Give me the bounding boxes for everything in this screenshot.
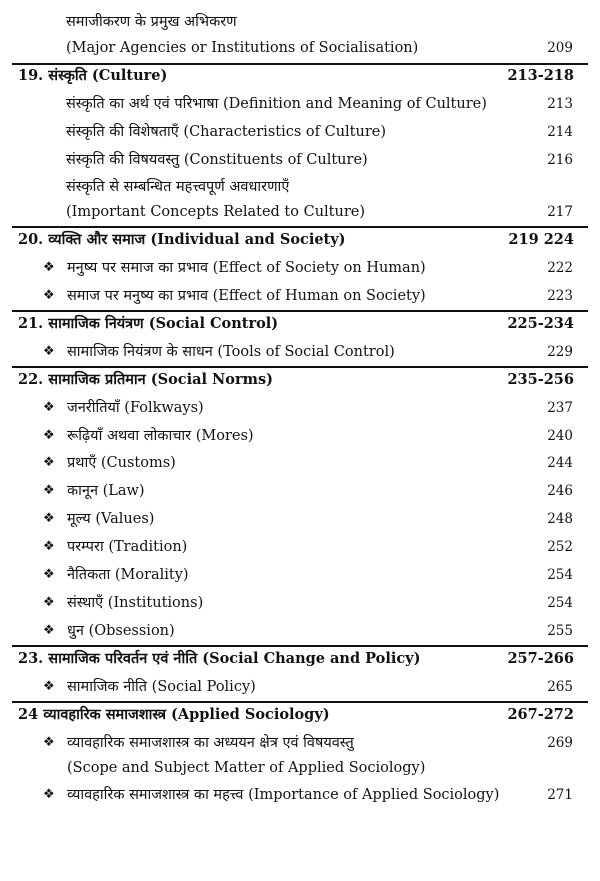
entry-title: (Scope and Subject Matter of Applied Sociology) (67, 760, 426, 776)
toc-entry (0, 284, 600, 308)
bullet-icon: ❖ (43, 483, 55, 498)
entry-page: 216 (547, 152, 573, 168)
bullet-icon: ❖ (43, 623, 55, 638)
chapter-title: 22. सामाजिक प्रतिमान (Social Norms) (18, 371, 273, 388)
bullet-icon: ❖ (43, 288, 55, 303)
toc-entry (0, 451, 600, 475)
entry-page: 222 (547, 260, 573, 276)
chapter-title: 19. संस्कृति (Culture) (18, 67, 168, 84)
entry-page: 217 (547, 204, 573, 220)
entry-page: 209 (547, 40, 573, 56)
entry-title: समाज पर मनुष्य का प्रभाव (Effect of Human on Society) (67, 288, 426, 304)
entry-page: 214 (547, 124, 573, 140)
chapter-heading (0, 312, 600, 336)
toc-entry (0, 424, 600, 448)
entry-title: सामाजिक नियंत्रण के साधन (Tools of Social Control) (67, 344, 395, 360)
toc-entry (0, 36, 600, 60)
entry-title: कानून (Law) (67, 483, 145, 499)
toc-entry (0, 256, 600, 280)
bullet-icon: ❖ (43, 735, 55, 750)
entry-title: संस्कृति का अर्थ एवं परिभाषा (Definition and Meaning of Culture) (66, 96, 487, 112)
entry-title: संस्कृति की विषयवस्तु (Constituents of Culture) (66, 152, 368, 168)
entry-title: परम्परा (Tradition) (67, 539, 188, 555)
bullet-icon: ❖ (43, 511, 55, 526)
entry-page: 246 (547, 483, 573, 499)
entry-page: 252 (547, 539, 573, 555)
bullet-icon: ❖ (43, 567, 55, 582)
entry-title: नैतिकता (Morality) (67, 567, 189, 583)
chapter-page-range: 267-272 (507, 706, 574, 723)
toc-entry (0, 148, 600, 172)
entry-title: धुन (Obsession) (67, 623, 175, 639)
entry-page: 269 (547, 735, 573, 751)
bullet-icon: ❖ (43, 344, 55, 359)
bullet-icon: ❖ (43, 400, 55, 415)
toc-entry (0, 10, 600, 34)
toc-entry (0, 591, 600, 615)
toc-entry (0, 783, 600, 807)
entry-page: 248 (547, 511, 573, 527)
bullet-icon: ❖ (43, 595, 55, 610)
toc-entry (0, 340, 600, 364)
chapter-page-range: 219 224 (508, 231, 574, 248)
toc-entry (0, 535, 600, 559)
chapter-heading (0, 647, 600, 671)
entry-title: (Important Concepts Related to Culture) (66, 204, 365, 220)
entry-title: रूढ़ियाँ अथवा लोकाचार (Mores) (67, 428, 254, 444)
chapter-page-range: 225-234 (507, 315, 574, 332)
chapter-title: 21. सामाजिक नियंत्रण (Social Control) (18, 315, 279, 332)
chapter-title: 20. व्यक्ति और समाज (Individual and Society) (18, 231, 346, 248)
toc-entry (0, 396, 600, 420)
bullet-icon: ❖ (43, 787, 55, 802)
entry-page: 213 (547, 96, 573, 112)
chapter-title: 24 व्यावहारिक समाजशास्त्र (Applied Sociology) (18, 706, 330, 723)
entry-page: 229 (547, 344, 573, 360)
toc-entry (0, 507, 600, 531)
entry-page: 265 (547, 679, 573, 695)
entry-page: 254 (547, 567, 573, 583)
toc-entry (0, 92, 600, 116)
toc-entry (0, 675, 600, 699)
chapter-heading (0, 228, 600, 252)
entry-page: 271 (547, 787, 573, 803)
entry-title: प्रथाएँ (Customs) (67, 455, 176, 471)
bullet-icon: ❖ (43, 679, 55, 694)
entry-page: 254 (547, 595, 573, 611)
chapter-page-range: 213-218 (507, 67, 574, 84)
entry-title: सामाजिक नीति (Social Policy) (67, 679, 256, 695)
entry-title: समाजीकरण के प्रमुख अभिकरण (66, 14, 237, 30)
entry-title: जनरीतियाँ (Folkways) (67, 400, 204, 416)
bullet-icon: ❖ (43, 428, 55, 443)
entry-title: व्यावहारिक समाजशास्त्र का अध्ययन क्षेत्र एवं विषयवस्तु (67, 735, 354, 751)
bullet-icon: ❖ (43, 260, 55, 275)
entry-title: संस्कृति की विशेषताएँ (Characteristics of Culture) (66, 124, 387, 140)
entry-title: संस्कृति से सम्बन्धित महत्त्वपूर्ण अवधारणाएँ (66, 179, 290, 195)
toc-entry (0, 175, 600, 199)
entry-page: 237 (547, 400, 573, 416)
entry-page: 255 (547, 623, 573, 639)
entry-page: 240 (547, 428, 573, 444)
chapter-heading (0, 703, 600, 727)
bullet-icon: ❖ (43, 455, 55, 470)
chapter-page-range: 235-256 (507, 371, 574, 388)
chapter-title: 23. सामाजिक परिवर्तन एवं नीति (Social Change and Policy) (18, 650, 421, 667)
entry-title: संस्थाएँ (Institutions) (67, 595, 204, 611)
toc-entry (0, 731, 600, 755)
chapter-heading (0, 64, 600, 88)
toc-entry (0, 563, 600, 587)
toc-entry (0, 479, 600, 503)
entry-title: मूल्य (Values) (67, 511, 155, 527)
chapter-heading (0, 368, 600, 392)
toc-entry (0, 619, 600, 643)
entry-title: (Major Agencies or Institutions of Socialisation) (66, 40, 419, 56)
bullet-icon: ❖ (43, 539, 55, 554)
entry-page: 223 (547, 288, 573, 304)
entry-page: 244 (547, 455, 573, 471)
toc-entry (0, 756, 600, 780)
entry-title: मनुष्य पर समाज का प्रभाव (Effect of Society on Human) (67, 260, 426, 276)
chapter-page-range: 257-266 (507, 650, 574, 667)
entry-title: व्यावहारिक समाजशास्त्र का महत्त्व (Importance of Applied Sociology) (67, 787, 500, 803)
toc-entry (0, 120, 600, 144)
toc-entry (0, 200, 600, 224)
